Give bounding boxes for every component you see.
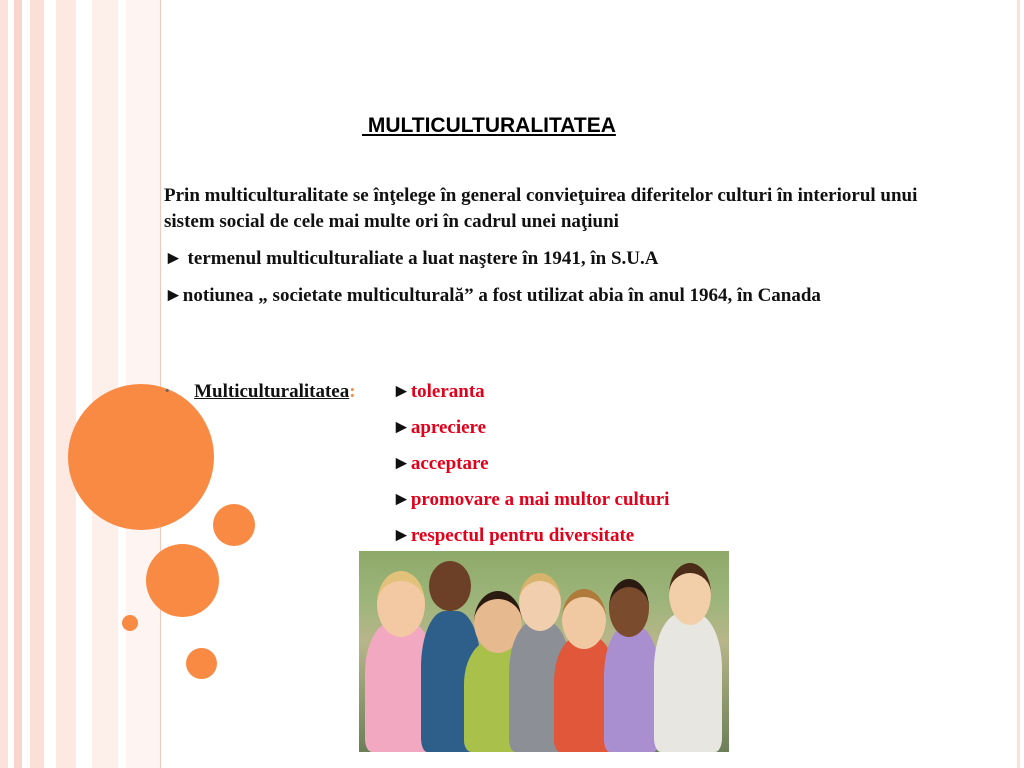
multiculturalism-row — [164, 381, 356, 403]
arrow-bullet-icon: ► — [392, 525, 411, 546]
stripe-divider — [160, 0, 161, 768]
right-edge-stripe — [1014, 0, 1024, 768]
value-item — [392, 453, 489, 475]
value-item — [392, 489, 669, 511]
value-item — [392, 381, 485, 403]
value-item-text: respectul pentru diversitate — [410, 525, 635, 546]
bullet-origin-usa: ► termenul multiculturaliate a luat naştere în 1941, în S.U.A — [164, 248, 659, 269]
photo-child-figure — [654, 613, 722, 752]
arrow-bullet-icon: ► — [392, 417, 411, 438]
value-item-text: toleranta — [410, 381, 485, 402]
photo-child-figure — [604, 626, 659, 752]
photo-child-head — [609, 579, 649, 637]
value-item-text: acceptare — [410, 453, 489, 474]
arrow-bullet-icon: ► — [392, 489, 411, 510]
photo-child-head — [519, 573, 561, 631]
value-item — [392, 417, 486, 439]
decorative-circle-small-bottom — [186, 648, 217, 679]
decorative-circle-large — [68, 384, 214, 530]
value-item — [392, 525, 634, 547]
photo-child-head — [429, 561, 471, 611]
photo-child-head — [562, 589, 606, 649]
decorative-circle-medium — [146, 544, 219, 617]
value-item-text: promovare a mai multor culturi — [410, 489, 670, 510]
definition-paragraph: Prin multiculturalitate se înţelege în general convieţuirea diferitelor culturi în interiorul unui sistem social de cele mai multe ori în cadrul unei naţiuni — [164, 185, 918, 232]
bullet-dot: · — [164, 381, 171, 402]
bullet-origin-canada: ►notiunea „ societate multiculturală” a fost utilizat abia în anul 1964, în Canada — [164, 285, 821, 306]
arrow-bullet-icon: ► — [392, 453, 411, 474]
decorative-circle-tiny — [122, 615, 138, 631]
multiculturalism-label: Multiculturalitatea — [194, 381, 350, 402]
decorative-circle-small — [213, 504, 255, 546]
slide-title: MULTICULTURALITATEA — [362, 114, 616, 137]
value-item-text: apreciere — [410, 417, 487, 438]
children-group-photo — [359, 551, 729, 752]
label-colon: : — [349, 381, 356, 402]
photo-child-head — [377, 571, 425, 637]
photo-child-head — [669, 563, 711, 625]
arrow-bullet-icon: ► — [392, 381, 411, 402]
